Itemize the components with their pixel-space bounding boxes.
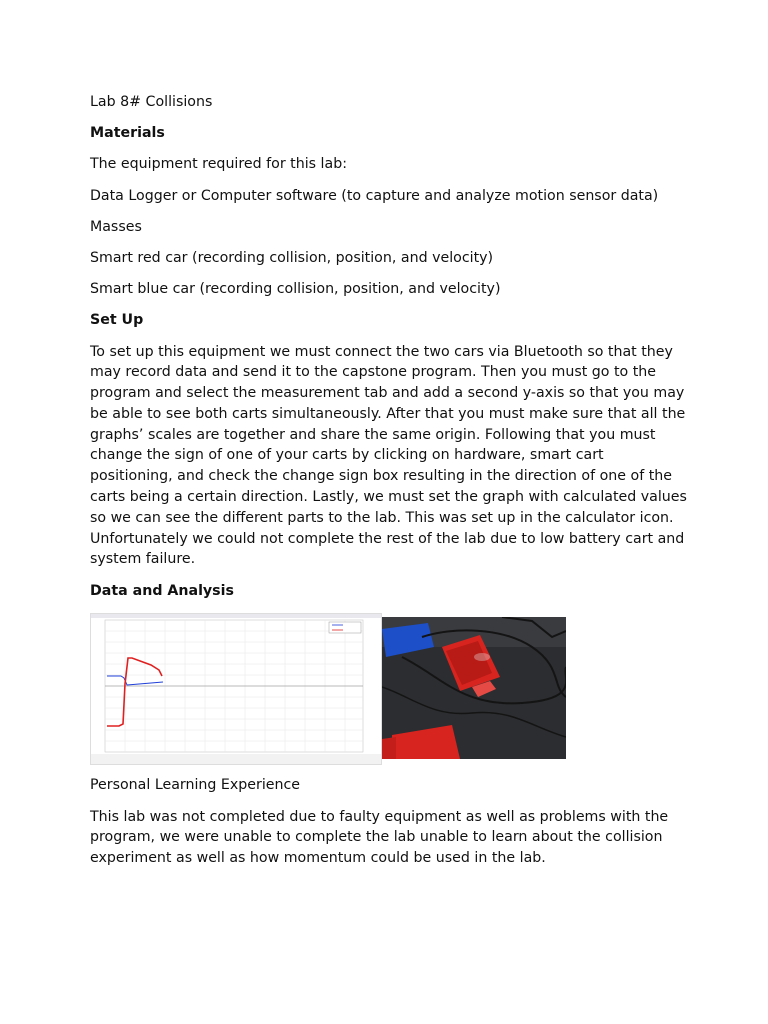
graph-image [91,614,381,764]
document-page [90,92,690,869]
ple-body: This lab was not completed due to faulty equipment as well as problems with the program, we were unable to complete the lab unable to learn about the collision experiment as well as how momentum could be used in the lab. [90,808,669,867]
capstone-graph-screenshot [90,613,382,765]
photo-image [382,617,566,759]
setup-body: To set up this equipment we must connect the two cars via Bluetooth so that they may record data and send it to the capstone program. Then you must go to the program and select the measurement tab and add a second y-axis so that you may be able to see both carts simultaneously. After that you must make sure that all the graphs’ scales are together and share the same origin. Following that you must change the sign of one of your carts by clicking on hardware, smart cart positioning, and check the change sign box resulting in the direction of one of the carts being a certain direction. Lastly, we must set the graph with calculated values so we can see the different parts to the lab. This was set up in the calculator icon. Unfortunately we could not complete the rest of the lab due to low battery cart and system failure. [90,343,687,568]
ple-heading: Personal Learning Experience [90,777,301,794]
data-heading: Data and Analysis [90,582,234,599]
smart-carts-photo [382,617,566,759]
setup-heading: Set Up [90,312,144,329]
materials-item: Masses [90,218,142,235]
materials-item: Smart blue car (recording collision, position, and velocity) [90,281,501,298]
materials-item: Smart red car (recording collision, position, and velocity) [90,249,494,266]
materials-intro: The equipment required for this lab: [90,156,347,173]
figures-row [90,613,690,763]
materials-heading: Materials [90,125,165,142]
doc-title: Lab 8# Collisions [90,94,213,110]
materials-item: Data Logger or Computer software (to capture and analyze motion sensor data) [90,187,659,204]
